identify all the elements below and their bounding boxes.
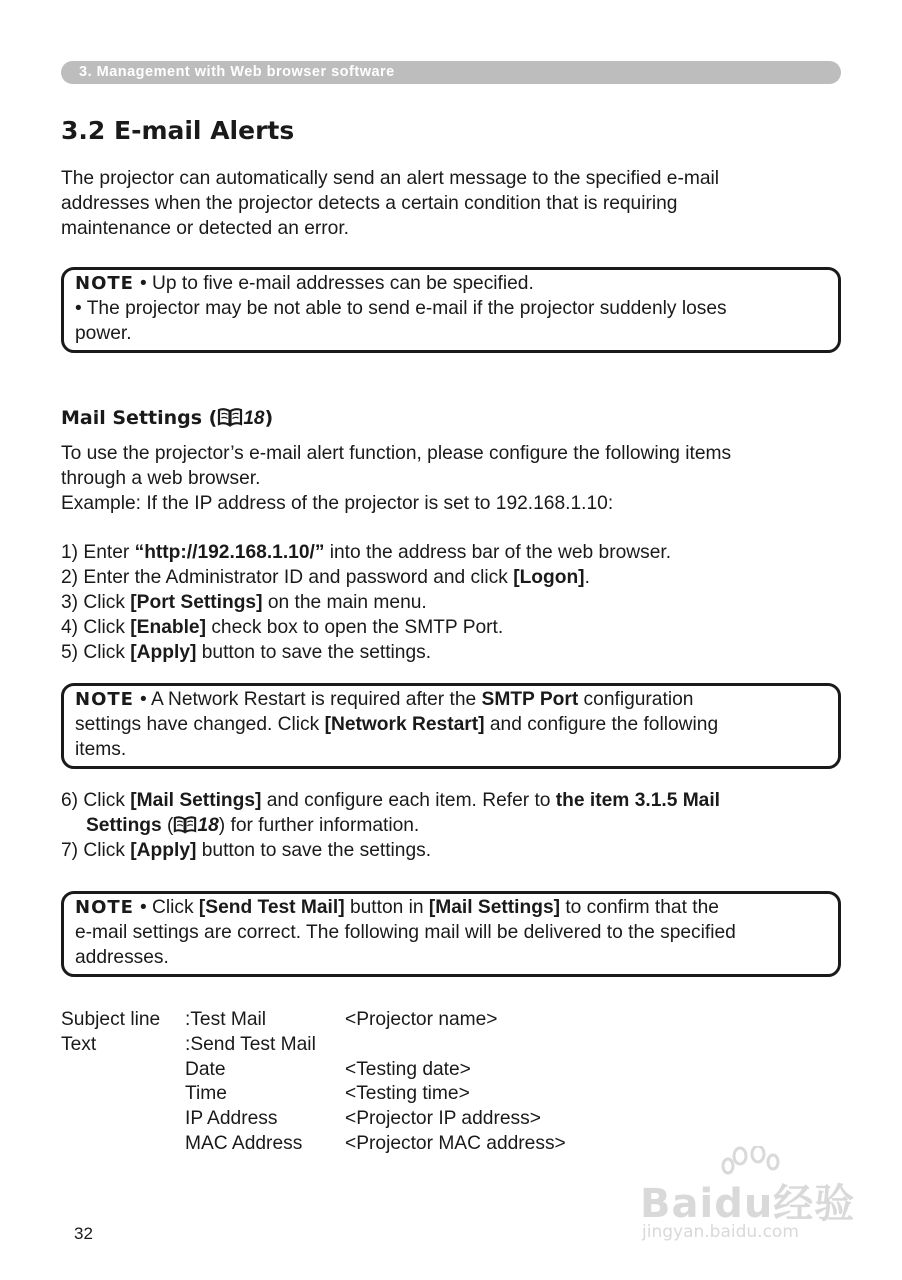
- note-label: NOTE: [75, 689, 134, 710]
- page-reference: 18: [243, 408, 265, 429]
- mail-settings-line: Example: If the IP address of the projector is set to 192.168.1.10:: [61, 492, 614, 514]
- section-header-bar: [61, 61, 841, 84]
- step-7: 7) Click [Apply] button to save the settings.: [61, 840, 432, 861]
- step-5: 5) Click [Apply] button to save the settings.: [61, 642, 432, 663]
- mail-row-value: <Projector IP address>: [345, 1108, 541, 1129]
- mail-row-label: Subject line: [61, 1009, 161, 1030]
- mail-settings-heading: Mail Settings ( 18): [61, 407, 273, 432]
- watermark-url: jingyan.baidu.com: [642, 1222, 799, 1242]
- mail-row-field: :Test Mail: [185, 1009, 267, 1030]
- note-box-email-limit: [61, 267, 841, 353]
- note-box-test-mail: NOTE • Click [Send Test Mail] button in [Mail Settings] to confirm that the e-mail settings are correct. The following mail will be delivered to the specified addresses.: [61, 891, 841, 977]
- step-6-continued: Settings ( 18) for further information.: [86, 814, 419, 842]
- page-number: 32: [74, 1224, 93, 1243]
- note-label: NOTE: [75, 273, 134, 294]
- intro-paragraph: [61, 167, 841, 241]
- note-label: NOTE: [75, 897, 134, 918]
- mail-settings-intro: [61, 442, 841, 516]
- mail-settings-line: To use the projector’s e-mail alert function, please configure the following items: [61, 443, 732, 464]
- mail-row-field: IP Address: [185, 1108, 278, 1129]
- note-text: e-mail settings are correct. The following mail will be delivered to the specified: [75, 921, 736, 943]
- book-reference-icon: [173, 815, 197, 842]
- step-6: 6) Click [Mail Settings] and configure each item. Refer to the item 3.1.5 Mail: [61, 790, 721, 811]
- mail-row-value: <Projector MAC address>: [345, 1133, 566, 1154]
- intro-line: maintenance or detected an error.: [61, 217, 349, 239]
- intro-line: addresses when the projector detects a certain condition that is requiring: [61, 192, 678, 214]
- step-3: 3) Click [Port Settings] on the main menu.: [61, 592, 427, 613]
- intro-line: The projector can automatically send an alert message to the specified e-mail: [61, 168, 720, 189]
- mail-row-value: <Projector name>: [345, 1009, 498, 1030]
- watermark-main: Baidu经验: [640, 1181, 856, 1227]
- step-4: 4) Click [Enable] check box to open the SMTP Port.: [61, 617, 504, 638]
- mail-row-field: :Send Test Mail: [185, 1034, 316, 1055]
- section-label: 3. Management with Web browser software: [79, 64, 395, 80]
- note-text: power.: [75, 322, 132, 344]
- mail-row-field: MAC Address: [185, 1133, 303, 1154]
- book-reference-icon: [217, 407, 243, 432]
- mail-settings-line: through a web browser.: [61, 467, 261, 489]
- step-1: 1) Enter “http://192.168.1.10/” into the address bar of the web browser.: [61, 542, 672, 563]
- mail-row-value: <Testing date>: [345, 1059, 471, 1080]
- page-reference: 18: [197, 815, 219, 836]
- baidu-watermark: [640, 1150, 870, 1250]
- mail-row-field: Time: [185, 1083, 227, 1104]
- note-text: • The projector may be not able to send e-mail if the projector suddenly loses: [75, 297, 727, 319]
- mail-row-field: Date: [185, 1059, 226, 1080]
- mail-row-label: Text: [61, 1034, 97, 1055]
- note-text: items.: [75, 738, 127, 760]
- note-text: • Up to five e-mail addresses can be specified.: [139, 273, 534, 294]
- mail-row-value: <Testing time>: [345, 1083, 470, 1104]
- note-box-network-restart: NOTE • A Network Restart is required after the SMTP Port configuration settings have changed. Click [Network Restart] and configure the following items.: [61, 683, 841, 769]
- step-2: 2) Enter the Administrator ID and password and click [Logon].: [61, 567, 590, 588]
- page-title: 3.2 E-mail Alerts: [61, 116, 295, 145]
- note-text: addresses.: [75, 946, 169, 968]
